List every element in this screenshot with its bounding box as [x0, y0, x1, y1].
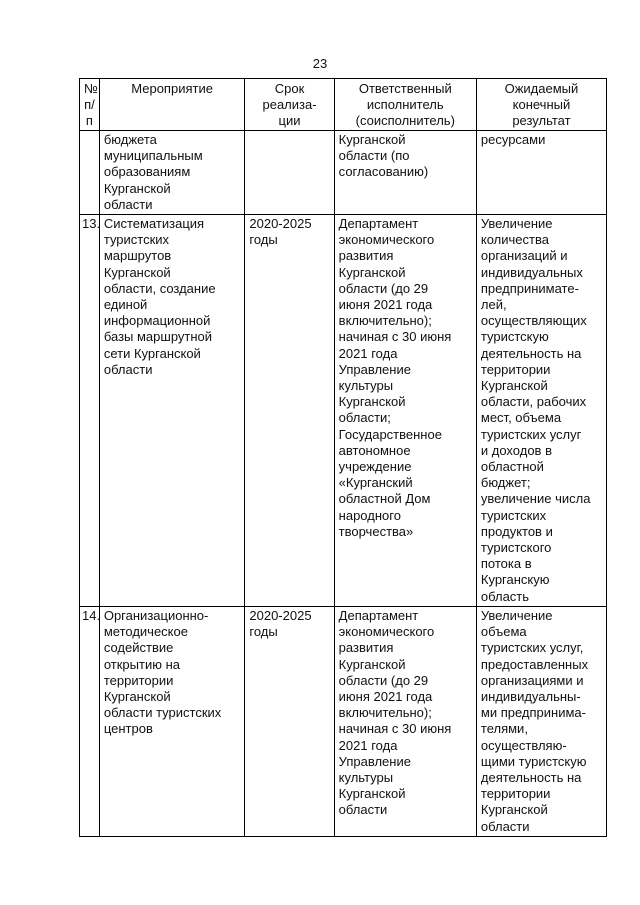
header-executor: Ответственный исполнитель (соисполнитель) — [334, 79, 476, 131]
row-executor: Департамент экономического развития Курганской области (до 29 июня 2021 года включительно); начиная с 30 июня 2021 года Управление культуры Курганской области; Государственное автономное учреждение «Курганский областной Дом народного творчества» — [334, 215, 476, 607]
header-term: Срок реализа- ции — [245, 79, 334, 131]
row-number: 13. — [80, 215, 100, 607]
row-executor: Департамент экономического развития Курганской области (до 29 июня 2021 года включительно); начиная с 30 июня 2021 года Управление культуры Курганской области — [334, 606, 476, 836]
page-number: 23 — [312, 56, 328, 71]
row-number: 14. — [80, 606, 100, 836]
header-result: Ожидаемый конечный результат — [476, 79, 606, 131]
row-executor: Курганской области (по согласованию) — [334, 131, 476, 215]
header-event: Мероприятие — [99, 79, 245, 131]
row-term: 2020-2025 годы — [245, 215, 334, 607]
row-event: бюджета муниципальным образованиям Курганской области — [99, 131, 245, 215]
row-event: Организационно- методическое содействие открытию на территории Курганской области туристских центров — [99, 606, 245, 836]
row-term — [245, 131, 334, 215]
row-result: Увеличение объема туристских услуг, предоставленных организациями и индивидуальны- ми предпринима- телями, осуществляю- щими туристскую деятельность на территории Курганской области — [476, 606, 606, 836]
table-row — [80, 215, 607, 607]
row-number — [80, 131, 100, 215]
table-row — [80, 131, 607, 215]
row-term: 2020-2025 годы — [245, 606, 334, 836]
table-row — [80, 606, 607, 836]
row-event: Систематизация туристских маршрутов Курганской области, создание единой информационной базы маршрутной сети Курганской области — [99, 215, 245, 607]
row-result: Увеличение количества организаций и индивидуальных предпринимате- лей, осуществляющих туристскую деятельность на территории Курганской области, рабочих мест, объема туристских услуг и доходов в областной бюджет; увеличение числа туристских продуктов и туристского потока в Курганскую область — [476, 215, 606, 607]
measures-table — [79, 78, 607, 837]
header-number: № п/п — [80, 79, 100, 131]
row-result: ресурсами — [476, 131, 606, 215]
table-header-row — [80, 79, 607, 131]
